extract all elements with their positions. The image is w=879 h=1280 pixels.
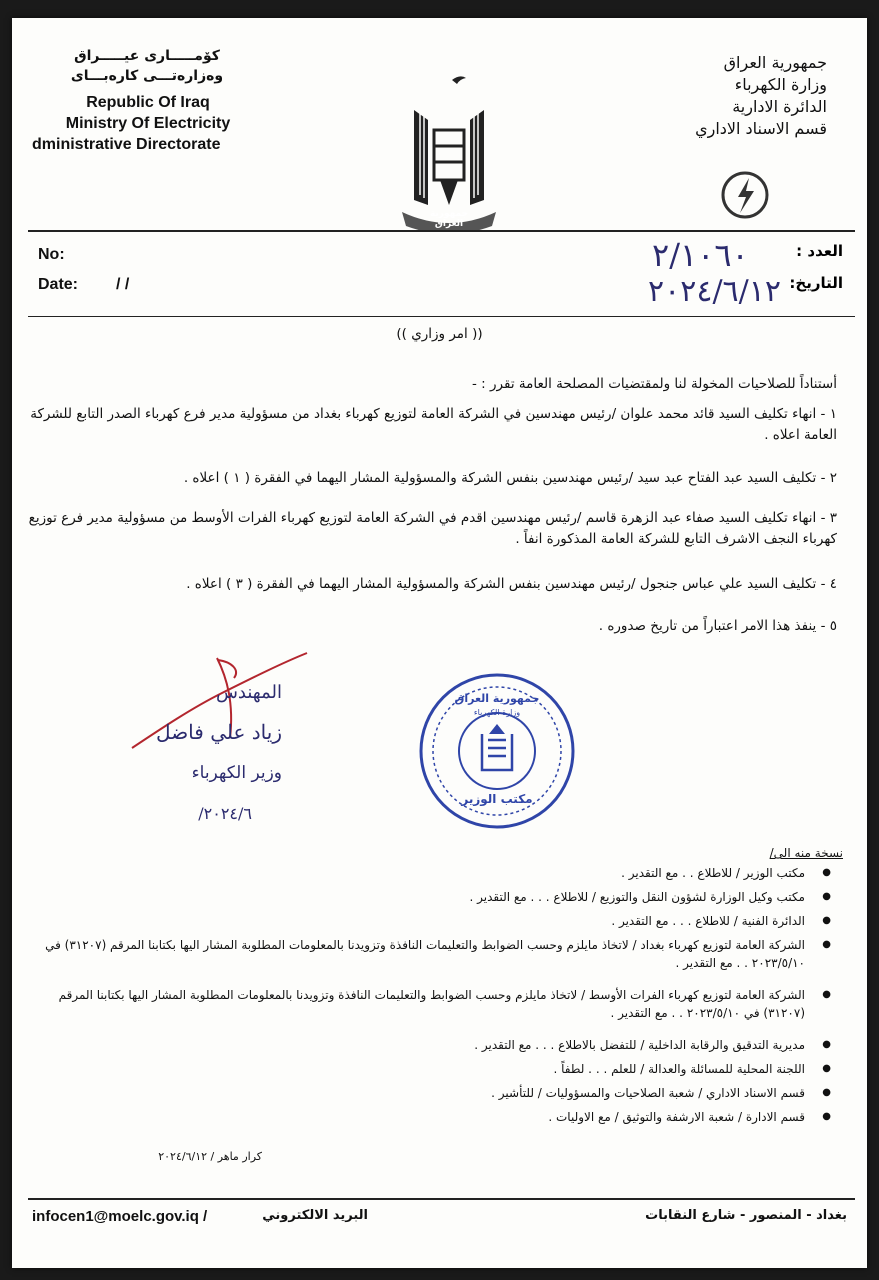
copy-item-7: ● اللجنة المحلية للمسائلة والعدالة / للعلم . . . لطفاً . [41, 1060, 831, 1078]
signer-name: زياد علي فاضل [156, 720, 282, 744]
copies-list [41, 864, 831, 1132]
english-header [32, 92, 264, 155]
arabic-line-2: وزارة الكهرباء [734, 75, 827, 94]
header-divider [28, 230, 855, 232]
date-handwritten: ٢٠٢٤/٦/١٢ [648, 274, 782, 309]
signer-title: المهندس [215, 682, 282, 703]
copy-item-2: ● مكتب وكيل الوزارة لشؤون النقل والتوزيع / للاطلاع . . . مع التقدير . [41, 888, 831, 906]
document-page [12, 18, 867, 1268]
copy-item-4: ● الشركة العامة لتوزيع كهرباء بغداد / لاتخاذ مايلزم وحسب الضوابط والتعليمات النافذة وتزويدنا بالمعلومات المطلوبة المشار اليها بكتابنا المرقم (٣١٢٠٧) في ٢٠٢٣/٥/١٠ . . مع التقدير . [41, 936, 831, 972]
kurdish-header [52, 46, 242, 86]
order-item-2: ٢ - تكليف السيد عبد الفتاح عبد سيد /رئيس مهندسين بنفس الشركة والمسؤولية المشار اليهما في الفقرة ( ١ ) اعلاه . [183, 470, 837, 486]
date-label: Date: [38, 276, 79, 293]
iraq-emblem [394, 70, 504, 230]
emblem-caption: جمهورية العراق [429, 209, 469, 229]
no-label: No: [38, 246, 65, 263]
stamp-bottom-text: مكتب الوزير [461, 792, 533, 806]
arabic-line-3: الدائرة الادارية [732, 97, 827, 116]
copies-heading: نسخة منه الى/ [769, 846, 843, 860]
order-title: (( امر وزاري )) [396, 326, 483, 342]
signer-position: وزير الكهرباء [191, 763, 282, 783]
arabic-line-1: جمهورية العراق [723, 53, 827, 72]
signature-date: ٢٠٢٤/٦/ [198, 804, 252, 823]
order-item-3: ٣ - انهاء تكليف السيد صفاء عبد الزهرة قاسم /رئيس مهندسين اقدم في الشركة العامة لتوزيع كهرباء الفرات الأوسط من مسؤولية مدير فرع توزيع كهرباء النجف الاشرف التابع للشركة العامة المذكورة انفاً . [28, 510, 837, 547]
english-line-3: dministrative Directorate [32, 136, 221, 153]
copy-item-8: ● قسم الاسناد الاداري / شعبة الصلاحيات والمسؤوليات / للتأشير . [41, 1084, 831, 1102]
number-handwritten: ٢/١٠٦٠ [652, 236, 749, 274]
order-item-1: ١ - انهاء تكليف السيد قائد محمد علوان /رئيس مهندسين في الشركة العامة لتوزيع كهرباء بغداد من مسؤولية مدير فرع كهرباء الصدر التابع للشركة العامة اعلاه . [30, 406, 837, 443]
number-label-ar: العدد : [796, 242, 843, 260]
footer-address: بغداد - المنصور - شارع النقابات [645, 1208, 847, 1223]
minister-office-stamp [416, 670, 578, 832]
copy-item-1: ● مكتب الوزير / للاطلاع . . مع التقدير . [41, 864, 831, 882]
copy-item-6: ● مديرية التدقيق والرقابة الداخلية / للتفضل بالاطلاع . . . مع التقدير . [41, 1036, 831, 1054]
order-intro: أستناداً للصلاحيات المخولة لنا ولمقتضيات المصلحة العامة تقرر : - [472, 376, 837, 392]
stamp-sub-text: وزارة الكهرباء [473, 708, 521, 717]
english-line-2: Ministry Of Electricity [65, 115, 231, 132]
kurdish-line-2: وەزارەتـــى كارەبـــاى [70, 68, 224, 84]
eagle-emblem-icon [394, 70, 504, 230]
arabic-header [597, 52, 827, 140]
footer-email: infocen1@moelc.gov.iq / [32, 1208, 208, 1225]
english-line-1: Republic Of Iraq [86, 94, 210, 111]
ref-divider [28, 316, 855, 317]
copy-item-3: ● الدائرة الفنية / للاطلاع . . . مع التقدير . [41, 912, 831, 930]
order-item-5: ٥ - ينفذ هذا الامر اعتباراً من تاريخ صدوره . [598, 618, 837, 634]
copy-item-5: ● الشركة العامة لتوزيع كهرباء الفرات الأوسط / لاتخاذ مايلزم وحسب الضوابط والتعليمات النافذة وتزويدنا بالمعلومات المطلوبة المشار اليها بكتابنا المرقم (٣١٢٠٧) في ٢٠٢٣/٥/١٠ . . مع التقدير . [41, 986, 831, 1022]
electricity-logo-icon [718, 168, 772, 222]
footer-email-label: البريد الالكتروني [262, 1208, 368, 1223]
stamp-top-text: جمهورية العراق [454, 692, 540, 705]
typist-initials: كرار ماهر / ٢٠٢٤/٦/١٢ [158, 1150, 262, 1163]
order-item-4: ٤ - تكليف السيد علي عباس جنجول /رئيس مهندسين بنفس الشركة والمسؤولية المشار اليهما في الفقرة ( ٣ ) اعلاه . [186, 576, 837, 592]
footer-divider [28, 1198, 855, 1200]
copy-item-9: ● قسم الادارة / شعبة الارشفة والتوثيق / مع الاوليات . [41, 1108, 831, 1126]
date-label-ar: التاريخ: [789, 274, 843, 292]
kurdish-line-1: كۆمـــــارى عيـــــراق [74, 48, 220, 64]
date-blank: / / [116, 276, 130, 293]
arabic-line-4: قسم الاسناد الاداري [695, 119, 827, 138]
